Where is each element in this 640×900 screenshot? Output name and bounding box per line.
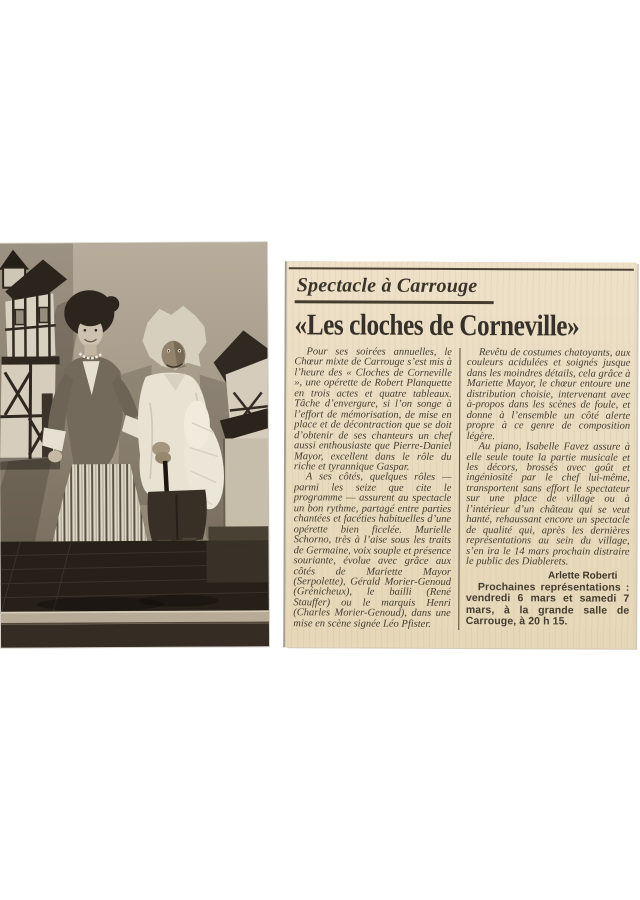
clipping-top-rule bbox=[289, 267, 634, 271]
paragraph: Revêtu de costumes chatoyants, aux couleurs acidulées et soignés jusque dans les moindres détails, cela grâce à Mariette Mayor, le chœur entoure une distribution choisie, intervenant avec à-propos dans les scènes de foule, et donne à l’ensemble un côté alerte propre à ce genre de composition légère. bbox=[466, 347, 631, 442]
stage-photo-art bbox=[0, 242, 269, 647]
article bbox=[293, 273, 631, 646]
paragraph: Au piano, Isabelle Favez assure à elle seule toute la partie musicale et les décors, brossés avec goût et ingéniosité par le chef lui-même, transportent sans effort le spectateur sur une place de village ou à l’intérieur d’un château qui se veut hanté, rehaussant encore un spectacle de qualité qui, après les dernières représentations au sein du village, s’en ira le 14 mars prochain distraire le public des Diablerets. bbox=[466, 441, 631, 568]
article-byline: Arlette Roberti bbox=[547, 569, 618, 582]
article-column-left bbox=[293, 347, 460, 630]
paragraph: A ses côtés, quelques rôles — parmi les seize que cite le programme — assurent au spectacle un bon rythme, partagé entre parties chantées et facéties habituelles d’une opérette bien ficelée. Murielle Schorno, très à l’aise sous les traits de Germaine, voix souple et présence souriante, évolue avec grâce aux côtés de Mariette Mayor (Serpolette), Gérald Morier-Genoud (Grénicheux), le bailli (René Stauffer) ou le marquis Henri (Charles Morier-Genoud), dans une mise en scène signée Léo Pfister. bbox=[293, 471, 452, 630]
stage-floor bbox=[1, 540, 270, 647]
stage-photo bbox=[0, 242, 269, 647]
newspaper-clipping bbox=[285, 261, 637, 649]
article-columns bbox=[293, 347, 630, 631]
article-headline: «Les cloches de Corneville» bbox=[294, 308, 580, 343]
paragraph: Pour ses soirées annuelles, le Chœur mixte de Carrouge s’est mis à l’heure des « Cloches de Corneville », une opérette de Robert Planquette en trois actes et quatre tableaux. Tâche d’envergure, si l’on songe à l’effort de mémorisation, de mise en place et de décontraction que se doit d’obtenir de ses chanteurs un chef aussi enthousiaste que Pierre-Daniel Mayor, excellent dans le rôle du riche et tyrannique Gaspar. bbox=[293, 346, 452, 473]
article-column-right bbox=[459, 348, 631, 631]
showtimes-notice: Prochaines représentations : vendredi 6 mars et samedi 7 mars, à la grande salle de Carrouge, à 20 h 15. bbox=[465, 580, 630, 628]
article-kicker: Spectacle à Carrouge bbox=[295, 273, 494, 304]
